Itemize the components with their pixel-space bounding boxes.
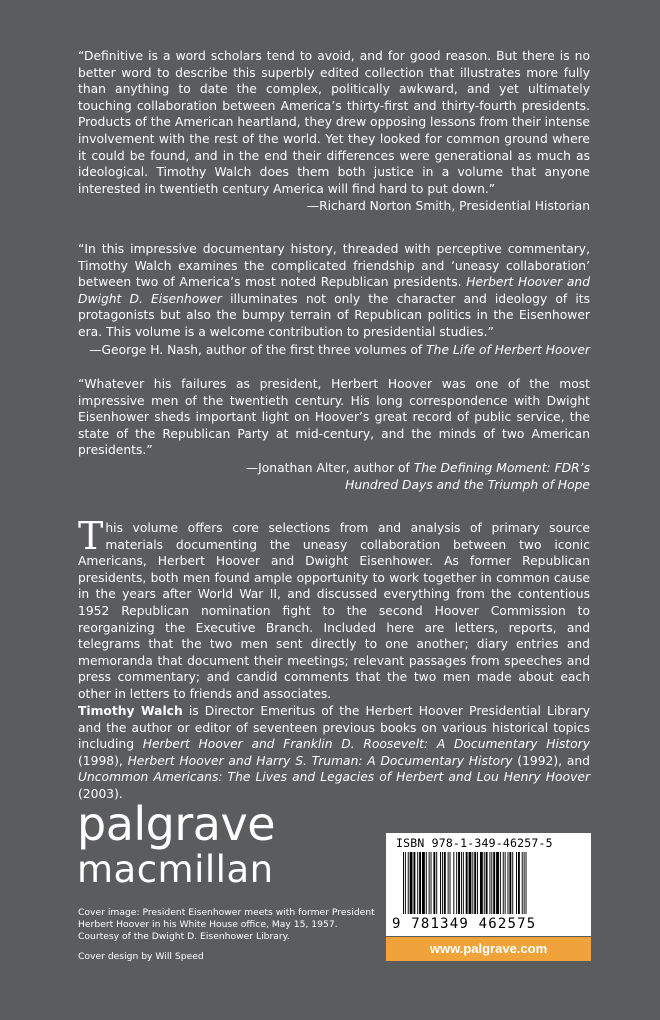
quote-smith (78, 48, 590, 215)
cover-image-credit: Cover image: President Eisenhower meets with former President Herbert Hoover in his White House office, May 15, 1957. Courtesy of the Dwight D. Eisenhower Library. (78, 907, 375, 942)
publisher-website[interactable]: www.palgrave.com (386, 937, 591, 961)
publisher-logo-line-1: palgrave (77, 797, 275, 851)
publisher-logo (77, 797, 275, 891)
book-description-text: his volume offers core selections from and analysis of primary source materials documenting the uneasy collaboration between two iconic Americans, Herbert Hoover and Dwight Eisenhower. As former Republican presidents, both men found ample opportunity to work together in common cause in the years after World War II, and discussed everything from the contentious 1952 Republican nomination fight to the second Hoover Commission to reorganizing the Executive Branch. Included here are letters, reports, and telegrams that the two men sent directly to one another; diary entries and memoranda that document their meetings; relevant passages from speeches and press commentary; and candid comments that the two men made about each other in letters to friends and associates. (78, 521, 590, 701)
quote-alter-attribution-title-2: Hundred Days and the Triumph of Hope (345, 477, 590, 492)
cover-design-credit: Cover design by Will Speed (78, 951, 204, 962)
author-book-2: Herbert Hoover and Harry S. Truman: A Documentary History (127, 753, 513, 768)
quote-nash-text (78, 241, 590, 341)
quote-alter-attribution-prefix: —Jonathan Alter, author of (245, 460, 414, 475)
author-bio-text-1: is Director Emeritus of the Herbert Hoover Presidential Library and the author or editor of seventeen previous books on various historical topics including (78, 704, 590, 752)
quote-nash-attribution-title: The Life of Herbert Hoover (426, 342, 590, 357)
quote-nash-text-after: illuminates not only the character and ideology of its protagonists but also the bumpy terrain of Republican politics in the Eisenhower era. This volume is a welcome contribution to presidential studies.” (78, 291, 591, 339)
barcode-number: 9 781349 462575 (392, 916, 537, 932)
author-bio-text-2: (1998), (78, 753, 128, 768)
quote-alter-attribution (78, 460, 590, 493)
author-bio-paragraph (78, 703, 590, 803)
quote-nash-attribution-prefix: —George H. Nash, author of the first three volumes of (89, 342, 427, 357)
quote-nash-attribution (78, 342, 590, 359)
dropcap: T (78, 514, 104, 558)
author-name: Timothy Walch (78, 704, 183, 718)
book-description-paragraph (78, 514, 590, 703)
quote-smith-text: “Definitive is a word scholars tend to avoid, and for good reason. But there is no better word to describe this superbly edited collection that illustrates more fully than anything to date the complex, politically awkward, and yet ultimately touching collaboration between America’s thirty-first and thirty-fourth presidents. Products of the American heartland, they drew opposing lessons from their intense involvement with the rest of the world. Yet they looked for common ground where it could be found, and in the end their differences were generational as much as ideological. Timothy Walch does them both justice in a volume that anyone interested in twentieth century America will find hard to put down.” (78, 49, 590, 196)
author-bio-text-3: (1992), and (512, 753, 590, 768)
quote-nash-text-before: “In this impressive documentary history, threaded with perceptive commentary, Timothy Walch examines the complicated friendship and ‘uneasy collaboration’ between two of America’s most noted Republican presidents. (78, 242, 590, 290)
publisher-logo-line-2: macmillan (77, 848, 274, 891)
author-bio-text-4: (2003). (78, 786, 123, 801)
quote-nash-book-title: Herbert Hoover and Dwight D. Eisenhower (78, 275, 590, 306)
quote-alter (78, 376, 590, 493)
author-book-3: Uncommon Americans: The Lives and Legacies of Herbert and Lou Henry Hoover (78, 770, 590, 785)
book-description (78, 514, 590, 703)
quote-nash (78, 241, 590, 358)
author-book-1: Herbert Hoover and Franklin D. Roosevelt: A Documentary History (142, 737, 590, 752)
quote-smith-attribution: —Richard Norton Smith, Presidential Historian (306, 199, 590, 214)
isbn-label: ISBN 978-1-349-46257-5 (396, 836, 553, 850)
quote-alter-text: “Whatever his failures as president, Herbert Hoover was one of the most impressive men of the twentieth century. His long correspondence with Dwight Eisenhower sheds important light on Hoover’s great record of public service, the state of the Republican Party at mid-century, and the minds of two American presidents.” (78, 377, 590, 458)
quote-alter-attribution-title-1: The Defining Moment: FDR’s (413, 460, 590, 475)
barcode-bars (403, 852, 579, 922)
author-bio (78, 703, 590, 803)
barcode-panel (386, 833, 591, 936)
